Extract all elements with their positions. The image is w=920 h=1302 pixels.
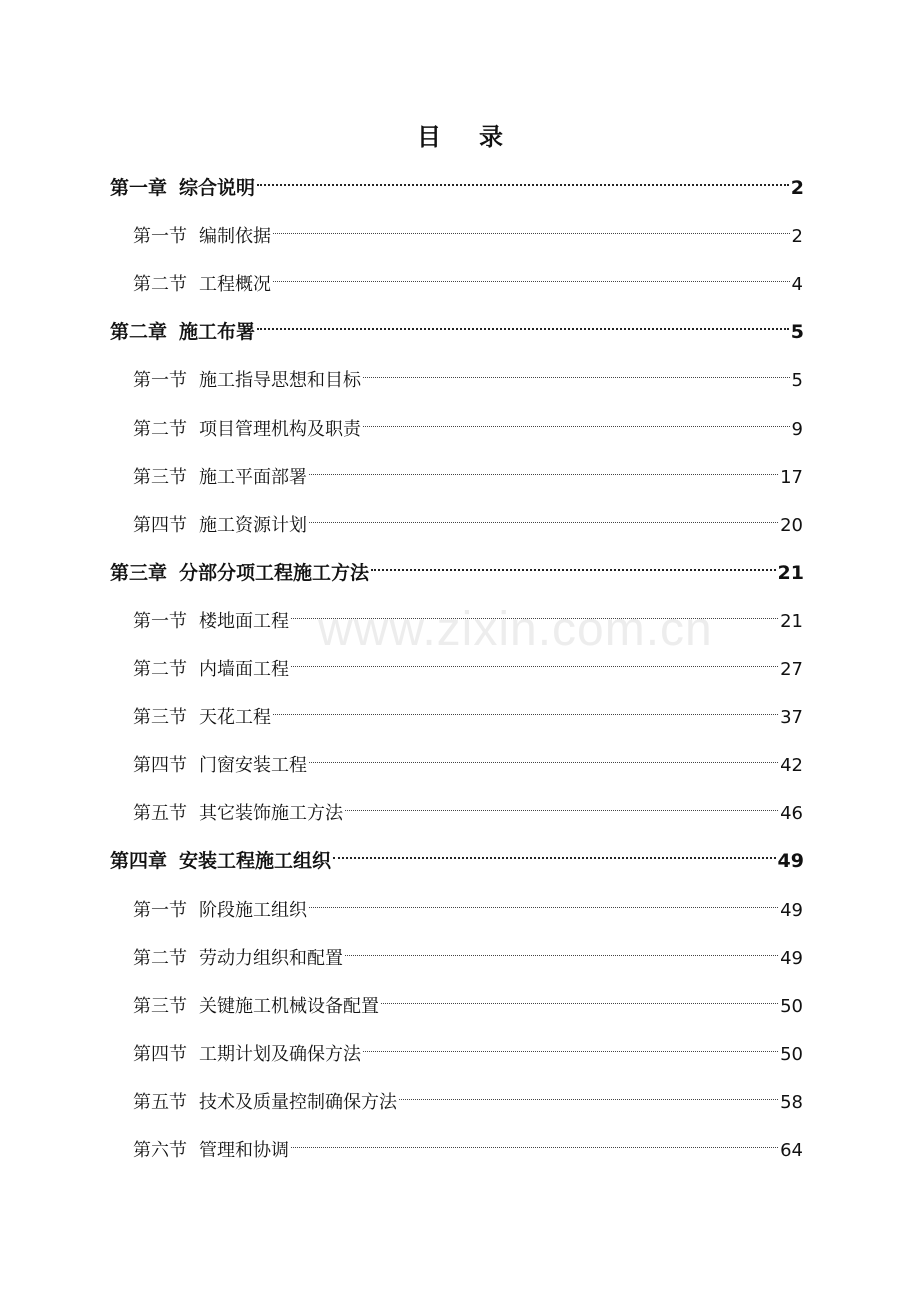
toc-entry-label	[133, 511, 307, 541]
toc-section-entry	[133, 260, 803, 296]
toc-entry-text: 天花工程	[199, 707, 271, 729]
toc-entry-text: 门窗安装工程	[199, 755, 307, 777]
toc-dot-leader	[399, 1078, 778, 1108]
toc-entry-number: 第五节	[133, 1091, 187, 1113]
toc-entry-label	[133, 751, 307, 781]
toc-page-number: 50	[780, 995, 803, 1017]
toc-entry-label	[133, 896, 307, 926]
toc-entry-number: 第四节	[133, 755, 187, 777]
toc-entry-number: 第三节	[133, 707, 187, 729]
toc-entry-number: 第一节	[133, 226, 187, 248]
toc-entry-text: 施工平面部署	[199, 466, 307, 488]
toc-page-number: 27	[780, 659, 803, 680]
toc-entry-text: 工程概况	[199, 274, 271, 296]
toc-dot-leader	[371, 549, 776, 579]
toc-entry-text: 技术及质量控制确保方法	[199, 1091, 397, 1113]
toc-page-number: 4	[791, 274, 803, 296]
toc-section-entry	[133, 212, 803, 248]
toc-section-entry	[133, 789, 803, 825]
toc-page-number: 49	[777, 850, 804, 873]
toc-dot-leader	[257, 164, 789, 194]
toc-page-number: 37	[780, 707, 803, 729]
toc-entry-label	[133, 366, 361, 396]
toc-section-entry	[133, 645, 803, 680]
toc-chapter-entry	[110, 549, 804, 584]
toc-entry-number: 第二节	[133, 418, 187, 440]
toc-entry-label	[110, 558, 369, 588]
toc-section-entry	[133, 886, 803, 921]
toc-entry-label	[133, 463, 307, 493]
toc-entry-text: 施工布署	[179, 321, 256, 344]
toc-entry-number: 第一节	[133, 899, 187, 921]
toc-dot-leader	[273, 260, 790, 290]
toc-entry-label	[133, 222, 271, 252]
toc-section-entry	[133, 741, 803, 777]
toc-entry-label	[133, 992, 379, 1022]
toc-section-entry	[133, 356, 803, 392]
toc-entry-label	[133, 799, 343, 829]
toc-dot-leader	[291, 597, 778, 627]
toc-entry-text: 管理和协调	[199, 1140, 289, 1161]
toc-entry-text: 施工资源计划	[199, 514, 307, 536]
toc-page-number: 5	[791, 370, 803, 392]
toc-dot-leader	[363, 405, 790, 435]
toc-dot-leader	[333, 837, 776, 867]
toc-dot-leader	[309, 741, 778, 771]
toc-title-char-1: 目	[417, 123, 441, 151]
toc-entry-number: 第三节	[133, 466, 187, 488]
toc-page-number: 64	[780, 1140, 803, 1161]
toc-page-number: 9	[791, 418, 803, 440]
toc-page-number: 21	[777, 561, 804, 584]
toc-chapter-entry	[110, 837, 804, 873]
toc-entry-text: 关键施工机械设备配置	[199, 995, 379, 1017]
toc-section-entry	[133, 693, 803, 729]
toc-section-entry	[133, 982, 803, 1017]
toc-dot-leader	[273, 693, 778, 723]
toc-chapter-entry	[110, 164, 804, 199]
toc-entry-label	[133, 703, 271, 733]
toc-entry-text: 其它装饰施工方法	[199, 803, 343, 825]
toc-entry-label	[110, 317, 255, 347]
toc-page-number: 46	[780, 803, 803, 825]
toc-dot-leader	[381, 982, 778, 1012]
toc-entry-number: 第四节	[133, 1043, 187, 1065]
toc-page-number: 21	[780, 610, 803, 632]
toc-entry-label	[133, 1136, 289, 1166]
toc-entry-label	[110, 173, 255, 203]
toc-entry-text: 内墙面工程	[199, 659, 289, 680]
toc-section-entry	[133, 405, 803, 440]
toc-section-entry	[133, 501, 803, 536]
toc-entry-number: 第四节	[133, 514, 187, 536]
toc-entry-label	[133, 655, 289, 685]
toc-page-number: 20	[780, 514, 803, 536]
toc-dot-leader	[257, 308, 789, 338]
toc-entry-number: 第一节	[133, 370, 187, 392]
toc-page-number: 2	[790, 177, 804, 199]
toc-page-number: 2	[791, 226, 803, 248]
toc-entry-text: 分部分项工程施工方法	[179, 561, 370, 584]
toc-entry-label	[110, 846, 331, 876]
toc-dot-leader	[345, 789, 778, 819]
toc-dot-leader	[309, 453, 778, 483]
toc-title-char-2: 录	[479, 123, 503, 151]
toc-entry-number: 第二节	[133, 659, 187, 680]
toc-section-entry	[133, 1078, 803, 1113]
toc-entry-number: 第三章	[110, 561, 168, 584]
toc-entry-label	[133, 1088, 397, 1118]
toc-entry-text: 工期计划及确保方法	[199, 1043, 361, 1065]
toc-entry-text: 楼地面工程	[199, 610, 289, 632]
watermark: www.zixin.com.cn	[318, 603, 713, 656]
toc-entry-number: 第一节	[133, 610, 187, 632]
toc-chapter-entry	[110, 308, 804, 344]
toc-page-number: 42	[780, 755, 803, 777]
toc-entry-number: 第二节	[133, 947, 187, 969]
toc-page-number: 58	[780, 1091, 803, 1113]
toc-dot-leader	[309, 886, 778, 916]
toc-entry-text: 阶段施工组织	[199, 899, 307, 921]
toc-page-number: 5	[790, 321, 804, 344]
toc-page-number: 49	[780, 899, 803, 921]
toc-dot-leader	[291, 645, 778, 675]
toc-dot-leader	[291, 1126, 778, 1156]
toc-page-number: 17	[780, 466, 803, 488]
toc-section-entry	[133, 1030, 803, 1065]
toc-page-number: 49	[780, 947, 803, 969]
toc-entry-number: 第二节	[133, 274, 187, 296]
toc-entry-label	[133, 270, 271, 300]
toc-entry-number: 第二章	[110, 321, 168, 344]
toc-entry-number: 第一章	[110, 177, 168, 199]
toc-dot-leader	[363, 356, 790, 386]
toc-entry-label	[133, 944, 343, 974]
toc-dot-leader	[363, 1030, 778, 1060]
toc-dot-leader	[345, 934, 778, 964]
toc-dot-leader	[273, 212, 790, 242]
toc-entry-label	[133, 1040, 361, 1070]
toc-entry-number: 第四章	[110, 850, 168, 873]
toc-section-entry	[133, 453, 803, 488]
toc-entry-number: 第三节	[133, 995, 187, 1017]
toc-entry-text: 编制依据	[199, 226, 271, 248]
toc-page-number: 50	[780, 1043, 803, 1065]
toc-entry-number: 第五节	[133, 803, 187, 825]
toc-entry-label	[133, 607, 289, 637]
toc-section-entry	[133, 934, 803, 969]
toc-entry-text: 劳动力组织和配置	[199, 947, 343, 969]
toc-entry-number: 第六节	[133, 1140, 187, 1161]
toc-section-entry	[133, 1126, 803, 1161]
toc-entry-text: 综合说明	[179, 177, 256, 199]
toc-entry-text: 施工指导思想和目标	[199, 370, 361, 392]
toc-entry-label	[133, 415, 361, 445]
toc-entry-text: 项目管理机构及职责	[199, 418, 361, 440]
toc-title	[0, 120, 920, 154]
toc-dot-leader	[309, 501, 778, 531]
toc-entry-text: 安装工程施工组织	[179, 850, 332, 873]
